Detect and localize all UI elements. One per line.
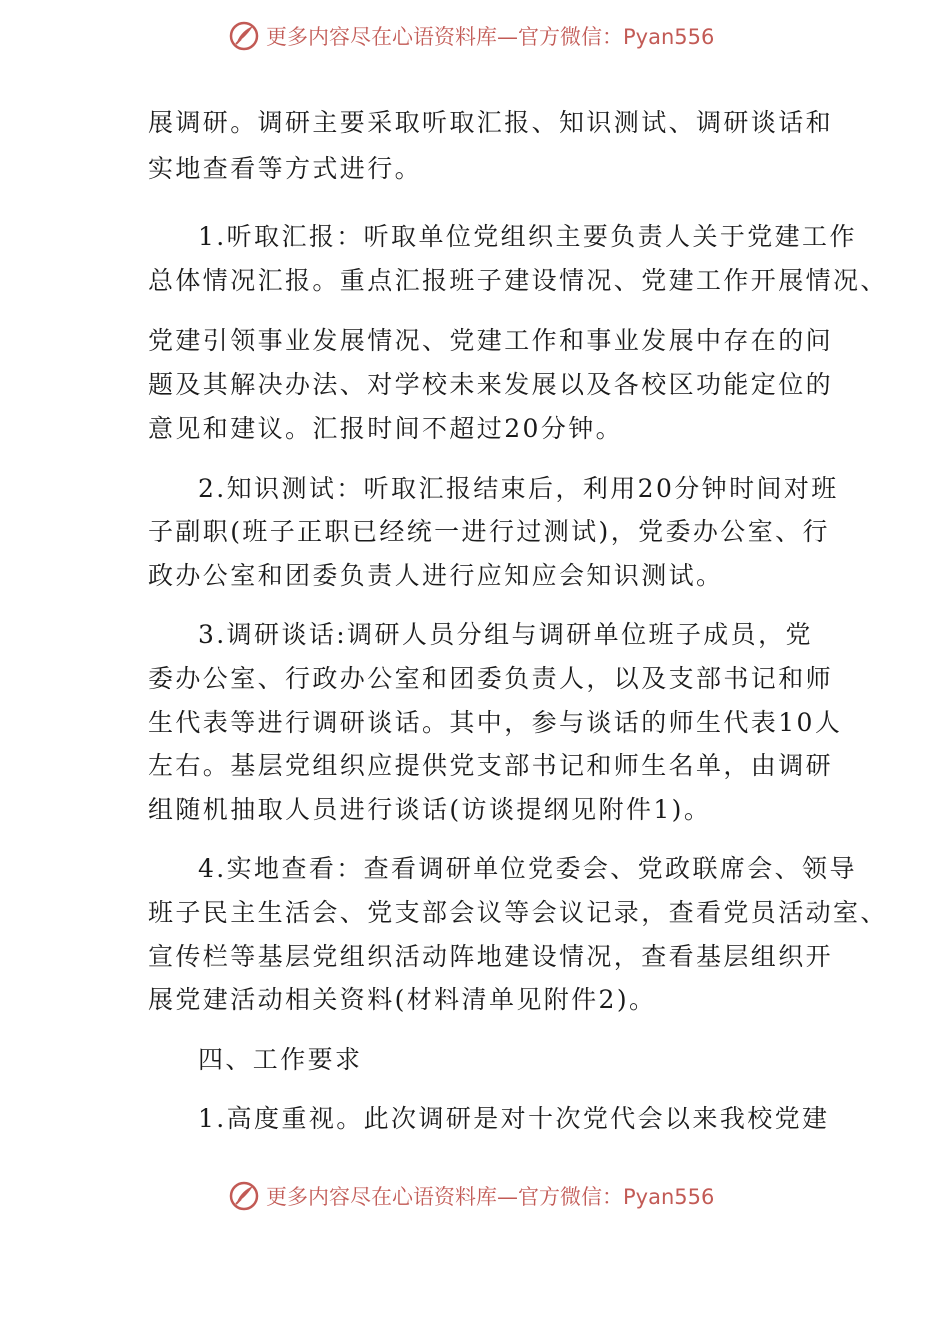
quill-logo-icon xyxy=(228,1180,260,1212)
text-line: 3.调研谈话:调研人员分组与调研单位班子成员，党 xyxy=(198,620,813,649)
watermark-text: 更多内容尽在心语资料库—官方微信：Pyan556 xyxy=(266,25,715,49)
text-line: 意见和建议。汇报时间不超过20分钟。 xyxy=(148,414,624,443)
header-watermark-banner xyxy=(228,19,714,53)
quill-logo-icon xyxy=(228,20,260,52)
text-line: 党建引领事业发展情况、党建工作和事业发展中存在的问 xyxy=(148,326,834,355)
text-line: 2.知识测试：听取汇报结束后，利用20分钟时间对班 xyxy=(198,474,839,503)
text-line: 班子民主生活会、党支部会议等会议记录，查看党员活动室、 xyxy=(148,898,888,927)
text-line: 委办公室、行政办公室和团委负责人，以及支部书记和师 xyxy=(148,664,834,693)
text-line: 子副职(班子正职已经统一进行过测试)，党委办公室、行 xyxy=(148,517,830,546)
text-line: 实地查看等方式进行。 xyxy=(148,154,423,183)
text-line: 题及其解决办法、对学校未来发展以及各校区功能定位的 xyxy=(148,370,834,399)
watermark-text: 更多内容尽在心语资料库—官方微信：Pyan556 xyxy=(266,1185,715,1209)
text-line: 展调研。调研主要采取听取汇报、知识测试、调研谈话和 xyxy=(148,108,834,137)
text-line: 1.听取汇报：听取单位党组织主要负责人关于党建工作 xyxy=(198,222,857,251)
footer-watermark-banner xyxy=(228,1179,714,1213)
text-line: 左右。基层党组织应提供党支部书记和师生名单，由调研 xyxy=(148,751,834,780)
text-line: 政办公室和团委负责人进行应知应会知识测试。 xyxy=(148,561,724,590)
text-line: 总体情况汇报。重点汇报班子建设情况、党建工作开展情况、 xyxy=(148,266,888,295)
section-heading: 四、工作要求 xyxy=(198,1045,363,1074)
text-line: 4.实地查看：查看调研单位党委会、党政联席会、领导 xyxy=(198,854,857,883)
text-line: 生代表等进行调研谈话。其中，参与谈话的师生代表10人 xyxy=(148,708,843,737)
text-line: 1.高度重视。此次调研是对十次党代会以来我校党建 xyxy=(198,1104,830,1133)
text-line: 展党建活动相关资料(材料清单见附件2)。 xyxy=(148,985,657,1014)
text-line: 宣传栏等基层党组织活动阵地建设情况，查看基层组织开 xyxy=(148,942,834,971)
text-line: 组随机抽取人员进行谈话(访谈提纲见附件1)。 xyxy=(148,795,712,824)
